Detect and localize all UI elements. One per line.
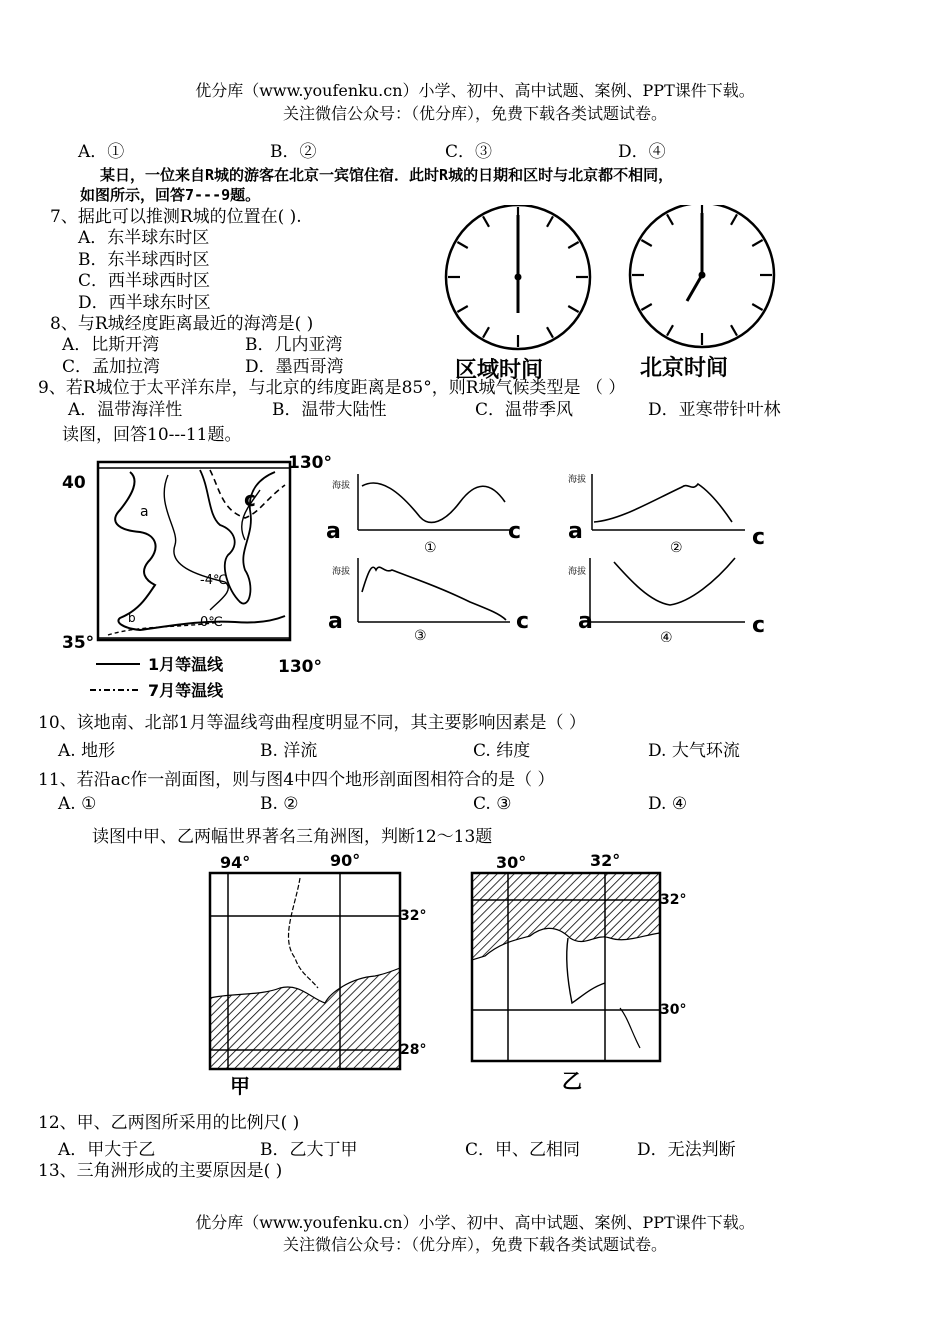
q13-stem: 13、三角洲形成的主要原因是( ) — [38, 1161, 283, 1181]
q11-option-a: A. ① — [58, 794, 97, 814]
profile-2 — [568, 473, 765, 556]
clock-tick — [568, 306, 578, 312]
svg-text:海拔: 海拔 — [568, 475, 587, 485]
q12-option-a: A．甲大于乙 — [58, 1140, 156, 1160]
yi-lat2: 30° — [660, 1002, 687, 1018]
jia-lon1: 94° — [220, 853, 251, 872]
map1-lon-top: 130° — [288, 453, 332, 473]
clock-tick — [667, 214, 673, 224]
q11-option-b: B. ② — [260, 794, 299, 814]
clock-tick — [568, 242, 578, 248]
map1-lat-top: 40 — [62, 473, 86, 493]
q8-stem: 8、与R城经度距离最近的海湾是( ) — [50, 314, 314, 334]
delta-map-yi — [472, 851, 686, 1093]
q6-option-b: B．② — [270, 142, 317, 162]
delta-maps — [200, 848, 700, 1098]
intro-7-9-line1: 某日，一位来自R城的游客在北京一宾馆住宿．此时R城的日期和区时与北京都不相同， — [100, 166, 674, 184]
yi-lat1: 32° — [660, 892, 687, 908]
profile-1-num: ① — [424, 540, 437, 556]
clock-tick — [547, 327, 553, 337]
q7-stem: 7、据此可以推测R城的位置在( ). — [50, 207, 302, 227]
profile-charts — [320, 462, 790, 642]
svg-text:海拔: 海拔 — [568, 567, 587, 577]
profile-1 — [326, 474, 521, 556]
profile-2-num: ② — [670, 540, 683, 556]
clock-tick — [483, 327, 489, 337]
q10-option-d: D. 大气环流 — [648, 741, 740, 761]
header-line-1: 优分库（www.youfenku.cn）小学、初中、高中试题、案例、PPT课件下载。 — [195, 81, 755, 100]
profile-4-num: ④ — [660, 630, 673, 642]
clock-tick — [641, 304, 651, 310]
q12-option-b: B．乙大丁甲 — [260, 1140, 358, 1160]
q9-option-c: C．温带季风 — [475, 400, 574, 420]
clock-tick — [731, 214, 737, 224]
svg-text:海拔: 海拔 — [332, 481, 351, 491]
q9-option-d: D．亚寒带针叶林 — [648, 400, 781, 420]
yi-lon2: 32° — [590, 851, 621, 870]
clock-tick — [457, 306, 467, 312]
isotherm-map — [60, 450, 340, 705]
delta-map-jia — [210, 851, 426, 1098]
isotherm-minus4-label: -4℃ — [200, 573, 228, 588]
header-line-2: 关注微信公众号：（优分库），免费下载各类试题试卷。 — [282, 104, 667, 123]
intro-10-11: 读图，回答10---11题。 — [62, 425, 242, 445]
clock-tick — [752, 304, 762, 310]
beijing-time-label: 北京时间 — [640, 356, 729, 381]
yi-lon1: 30° — [496, 853, 527, 872]
jia-lat2: 28° — [400, 1042, 427, 1058]
profile-4 — [568, 558, 765, 642]
jia-lon2: 90° — [330, 851, 361, 870]
map1-label-a: a — [140, 504, 149, 520]
q8-option-d: D．墨西哥湾 — [245, 357, 344, 377]
map1-lon-bottom: 130° — [278, 657, 322, 677]
region-clock — [446, 205, 590, 349]
yi-name: 乙 — [562, 1069, 582, 1093]
q10-option-b: B. 洋流 — [260, 741, 318, 761]
footer-line-1: 优分库（www.youfenku.cn）小学、初中、高中试题、案例、PPT课件下载。 — [195, 1213, 755, 1232]
svg-text:a: a — [578, 609, 593, 634]
jia-lat1: 32° — [400, 908, 427, 924]
clock-tick — [641, 240, 651, 246]
q12-option-d: D．无法判断 — [637, 1140, 736, 1160]
q8-option-c: C．孟加拉湾 — [62, 357, 161, 377]
profile-3 — [328, 558, 529, 642]
clocks-figure — [440, 205, 790, 385]
q12-option-c: C．甲、乙相同 — [465, 1140, 581, 1160]
clock-tick — [752, 240, 762, 246]
q10-option-c: C. 纬度 — [473, 741, 531, 761]
q8-option-b: B．几内亚湾 — [245, 335, 343, 355]
clock-tick — [667, 325, 673, 335]
beijing-clock — [630, 205, 774, 347]
svg-text:c: c — [508, 519, 522, 544]
intro-7-9-line2: 如图所示，回答7---9题。 — [80, 186, 261, 204]
q9-option-a: A．温带海洋性 — [68, 400, 183, 420]
map1-label-b: b — [128, 611, 136, 625]
map1-label-c: c — [244, 487, 256, 511]
q7-option-b: B．东半球西时区 — [78, 250, 210, 270]
legend-jan: 1月等温线 — [148, 655, 224, 674]
q9-option-b: B．温带大陆性 — [272, 400, 387, 420]
svg-text:a: a — [326, 519, 341, 544]
q11-option-d: D. ④ — [648, 794, 688, 814]
svg-text:a: a — [568, 519, 583, 544]
isotherm-zero-label: 0℃ — [200, 615, 223, 630]
clock-tick — [731, 325, 737, 335]
q10-stem: 10、该地南、北部1月等温线弯曲程度明显不同，其主要影响因素是（ ） — [38, 713, 586, 733]
legend-jul: 7月等温线 — [148, 681, 224, 700]
profile-3-num: ③ — [414, 628, 427, 642]
map1-lat-bottom: 35° — [62, 633, 95, 653]
svg-text:c: c — [752, 613, 766, 638]
q11-option-c: C. ③ — [473, 794, 512, 814]
q11-stem: 11、若沿ac作一剖面图，则与图4中四个地形剖面图相符合的是（ ） — [38, 770, 555, 790]
clock-tick — [547, 216, 553, 226]
q7-option-c: C．西半球西时区 — [78, 271, 211, 291]
q7-option-d: D．西半球东时区 — [78, 293, 211, 313]
svg-text:a: a — [328, 609, 343, 634]
clock-tick — [483, 216, 489, 226]
jia-name: 甲 — [230, 1074, 250, 1098]
q6-option-a: A．① — [78, 142, 125, 162]
svg-text:海拔: 海拔 — [332, 567, 351, 577]
q9-stem: 9、若R城位于太平洋东岸，与北京的纬度距离是85°，则R城气候类型是 （ ） — [38, 378, 626, 398]
q10-option-a: A. 地形 — [58, 741, 116, 761]
clock-tick — [457, 242, 467, 248]
q12-stem: 12、甲、乙两图所采用的比例尺( ) — [38, 1113, 300, 1133]
q6-option-d: D．④ — [618, 142, 666, 162]
intro-12-13: 读图中甲、乙两幅世界著名三角洲图，判断12～13题 — [92, 827, 493, 847]
q6-option-c: C．③ — [445, 142, 493, 162]
region-time-label: 区域时间 — [455, 358, 544, 383]
svg-text:c: c — [516, 609, 530, 634]
beijing-clock-hour-hand — [687, 275, 702, 301]
svg-text:c: c — [752, 525, 766, 550]
q8-option-a: A．比斯开湾 — [62, 335, 160, 355]
footer-line-2: 关注微信公众号：（优分库），免费下载各类试题试卷。 — [282, 1235, 667, 1254]
q7-option-a: A．东半球东时区 — [78, 228, 210, 248]
